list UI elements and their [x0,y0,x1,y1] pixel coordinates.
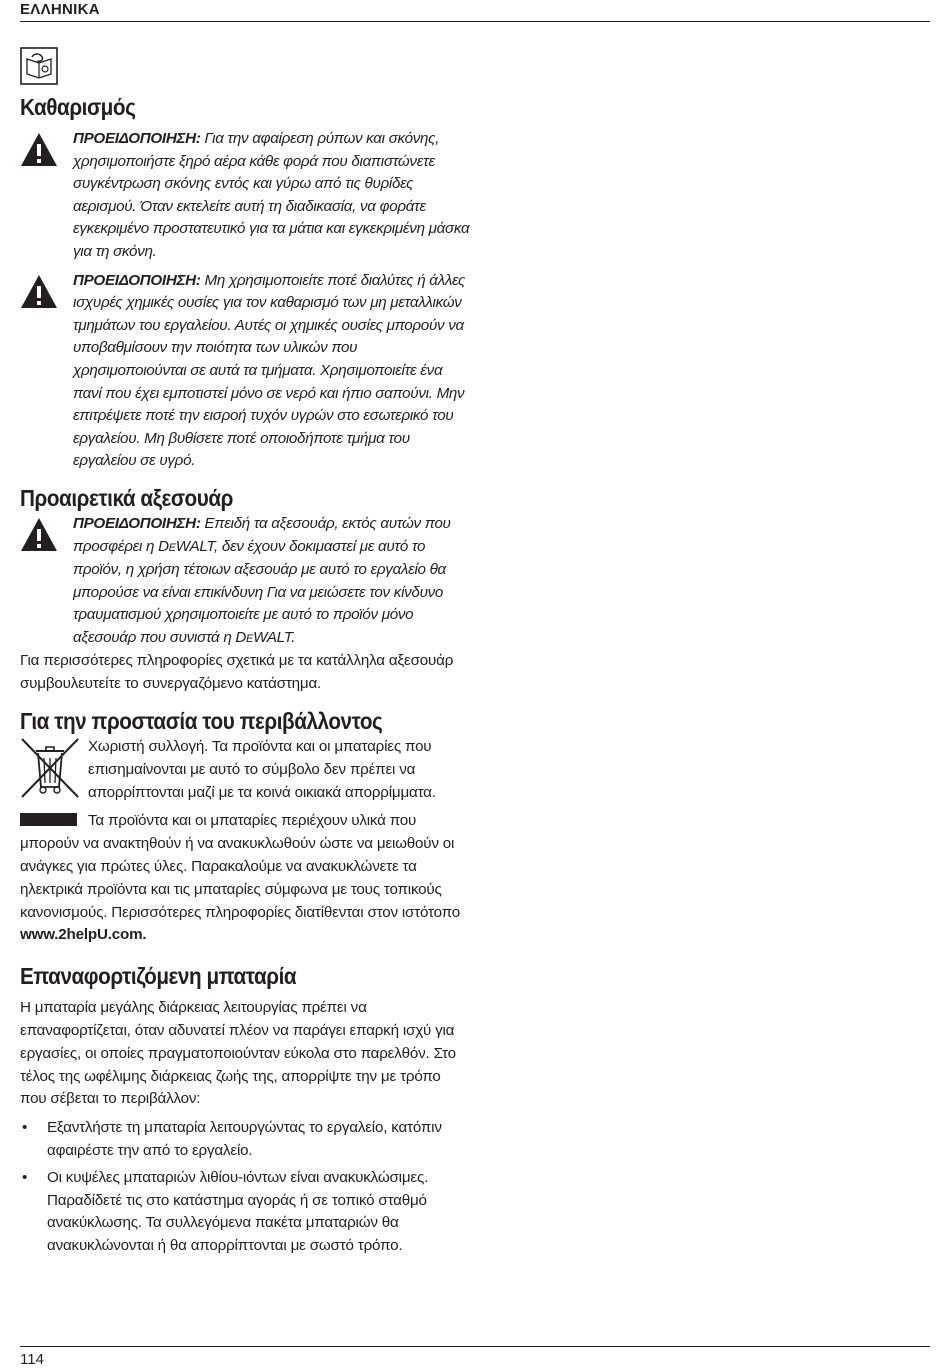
recycle-paragraph [20,810,470,947]
battery-intro: Η μπαταρία μεγάλης διάρκειας λειτουργίας πρέπει να επαναφορτίζεται, όταν αδυνατεί πλέον να παράγει επαρκή ισχύ για εργασίες, οι οποίες πραγματοποιούνταν εύκολα στο παρελθόν. Στο τέλος της ωφέλιμης διάρκειας ζωής της, απορρίψτε την με τρόπο που σέβεται το περιβάλλον: [20,999,456,1108]
accessories-info: Για περισσότερες πληροφορίες σχετικά με τα κατάλληλα αξεσουάρ συμβουλευτείτε το συνεργαζόμενο κατάστημα. [20,652,454,693]
warning-label: ΠΡΟΕΙΔΟΠΟΙΗΣΗ: [73,514,201,532]
battery-heading: Επαναφορτιζόμενη μπαταρία [20,963,297,990]
language-label: ΕΛΛΗΝΙΚΑ [20,1,100,18]
bullet-text: Οι κυψέλες μπαταριών λιθίου-ιόντων είναι ανακυκλώσιμες. Παραδίδετέ τις στο κατάστημα αγοράς ή σε τοπικό σταθμό ανακύκλωσης. Τα συλλεγόμενα πακέτα μπαταριών θα ανακυκλώνονται ή θα απορρίπτονται με σωστό τρόπο. [47,1168,429,1255]
brand-small-e: E [168,541,176,554]
cleaning-warning-2 [20,270,470,473]
list-item [20,1117,470,1163]
website-link[interactable]: www.2helpU.com. [20,926,147,944]
cleaning-heading: Καθαρισμός [20,94,136,120]
bullet-text: Εξαντλήστε τη μπαταρία λειτουργώντας το εργαλείο, κατόπιν αφαιρέστε την από το εργαλείο. [47,1119,442,1160]
recycle-text: Τα προϊόντα και οι μπαταρίες περιέχουν υλικά που μπορούν να ανακτηθούν ή να ανακυκλωθούν ώστε να μειωθούν οι ανάγκες για πρώτες ύλες. Παρακαλούμε να ανακυκλώνετε τα ηλεκτρικά προϊόντα και τις μπαταρίες σύμφωνα με τους τοπικούς κανονισμούς. Περισσότερες πληροφορίες διατίθενται στον ιστότοπο [20,812,460,921]
weee-bar-icon [20,813,77,826]
battery-bullet-list [20,1117,470,1258]
warning-triangle-icon [20,517,58,552]
warning-triangle-icon [20,132,58,167]
list-item [20,1167,470,1258]
warning-label: ΠΡΟΕΙΔΟΠΟΙΗΣΗ: [73,271,201,289]
bullet-marker: • [22,1119,28,1137]
warning-text: WALT. [253,628,296,646]
bullet-marker: • [22,1168,28,1186]
warning-label: ΠΡΟΕΙΔΟΠΟΙΗΣΗ: [73,130,201,147]
warning-text: Επειδή τα αξεσουάρ, εκτός αυτών που προσφέρει η D [73,514,451,555]
read-manual-icon [20,47,58,85]
environment-heading: Για την προστασία του περιβάλλοντος [20,708,383,735]
main-column [20,92,470,1262]
accessories-heading: Προαιρετικά αξεσουάρ [20,484,233,511]
crossed-bin-icon [20,737,80,799]
brand-small-e: E [246,632,254,645]
separate-collection-text: Χωριστή συλλογή. Τα προϊόντα και οι μπαταρίες που επισημαίνονται με αυτό το σύμβολο δεν πρέπει να απορρίπτονται μαζί με τα κοινά οικιακά απορρίμματα. [88,738,436,801]
separate-collection-block [20,736,470,804]
accessories-warning [20,513,470,651]
warning-text: WALT, δεν έχουν δοκιμαστεί με αυτό το προϊόν, η χρήση τέτοιων αξεσουάρ με αυτό το εργαλείο θα μπορούσε να είναι επικίνδυνη Για να μειώσετε τον κίνδυνο τραυματισμού χρησιμοποιείτε με αυτό το προϊόν μόνο αξεσουάρ που συνιστά η D [73,537,446,646]
warning-text: Για την αφαίρεση ρύπων και σκόνης, χρησιμοποιήστε ξηρό αέρα κάθε φορά που διαπιστώνετε συγκέντρωση σκόνης εντός και γύρω από τις θυρίδες αερισμού. Όταν εκτελείτε αυτή τη διαδικασία, να φοράτε εγκεκριμένο προστατευτικό για τα μάτια και εγκεκριμένη μάσκα για τη σκόνη. [73,130,470,260]
page-footer [20,1346,930,1368]
page-header [20,0,930,22]
page-number: 114 [20,1351,44,1368]
warning-triangle-icon [20,274,58,309]
warning-text: Μη χρησιμοποιείτε ποτέ διαλύτες ή άλλες ισχυρές χημικές ουσίες για τον καθαρισμό των μη μεταλλικών τμημάτων του εργαλείου. Αυτές οι χημικές ουσίες μπορούν να υποβαθμίσουν την ποιότητα των υλικών που χρησιμοποιούνται σε αυτά τα τμήματα. Χρησιμοποιείτε ένα πανί που έχει εμποτιστεί μόνο σε νερό και ήπιο σαπούνι. Μην επιτρέψετε ποτέ την εισροή τυχόν υγρών στο εσωτερικό του εργαλείου. Μη βυθίσετε ποτέ οποιοδήποτε τμήμα του εργαλείου σε υγρό. [73,271,466,470]
cleaning-warning-1 [20,128,470,264]
